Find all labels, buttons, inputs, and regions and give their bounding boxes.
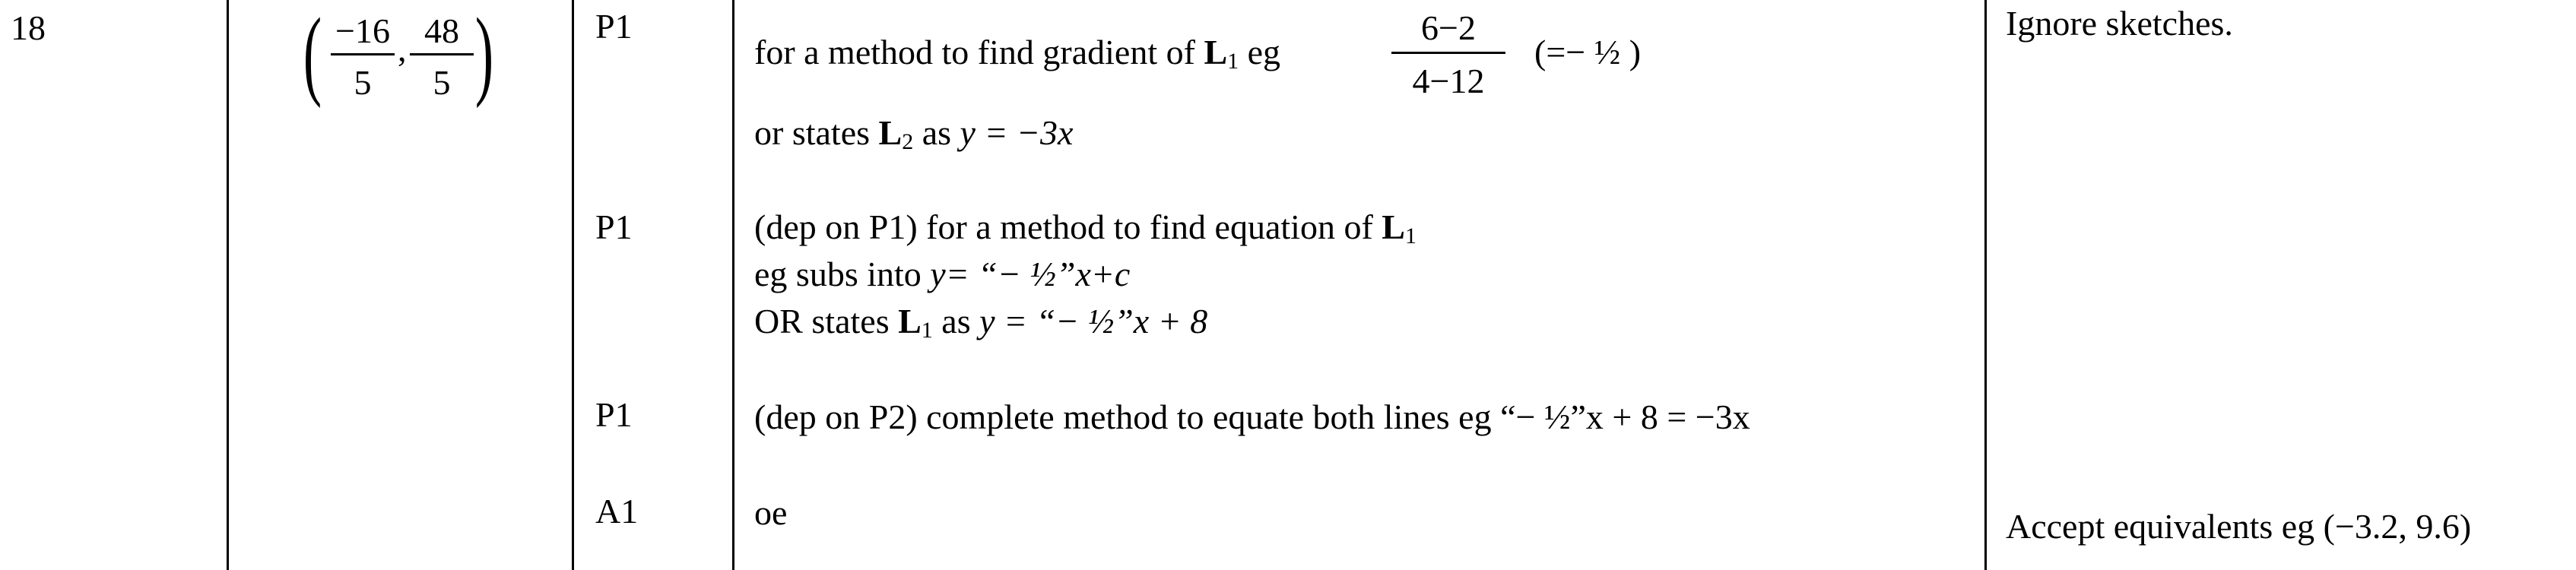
row1-alternative-text: or states L2 as y = −3x: [754, 113, 1074, 154]
column-divider-3: [732, 0, 734, 570]
line-label: L: [1382, 207, 1405, 246]
column-divider-1: [227, 0, 229, 570]
equation: y = “− ½”x + 8: [979, 302, 1208, 340]
close-paren: ): [474, 0, 494, 109]
line-label: L: [898, 302, 922, 340]
row3-method-text: (dep on P2) complete method to equate both lines eg “− ½”x + 8 = −3x: [754, 397, 1750, 436]
guidance-note: Accept equivalents eg (−3.2, 9.6): [2006, 507, 2472, 546]
gradient-result: (=− ½ ): [1534, 33, 1642, 71]
open-paren: (: [303, 0, 322, 109]
row2-substitution-text: eg subs into y= “− ½”x+c: [754, 255, 1131, 293]
mark-code: P1: [595, 7, 633, 46]
row1-method-text: for a method to find gradient of L1 eg: [754, 33, 1281, 74]
mark-code: P1: [595, 395, 633, 434]
line-subscript: 2: [902, 129, 914, 154]
column-divider-2: [572, 0, 574, 570]
line-subscript: 1: [921, 318, 933, 343]
gradient-denominator: 4−12: [1412, 62, 1485, 100]
x-numerator: −16: [335, 11, 390, 50]
mark-code: P1: [595, 207, 633, 246]
row2-method-text: (dep on P1) for a method to find equation of L1: [754, 207, 1416, 249]
mark-code: A1: [595, 492, 639, 530]
equation: y = −3x: [960, 113, 1074, 152]
line-label: L: [878, 113, 903, 152]
gradient-fraction-bar: [1391, 52, 1505, 54]
question-number: 18: [11, 8, 46, 47]
gradient-numerator: 6−2: [1421, 8, 1476, 47]
y-denominator: 5: [433, 63, 451, 102]
guidance-note: Ignore sketches.: [2006, 4, 2233, 43]
x-fraction-bar: [331, 53, 395, 55]
line-subscript: 1: [1227, 49, 1239, 74]
line-label: L: [1204, 33, 1228, 71]
x-denominator: 5: [354, 63, 372, 102]
answer-point: [299, 0, 496, 109]
row4-accuracy-text: oe: [754, 493, 788, 532]
row2-alternative-text: OR states L1 as y = “− ½”x + 8: [754, 302, 1208, 343]
y-numerator: 48: [424, 11, 459, 50]
line-subscript: 1: [1404, 223, 1416, 249]
equation: y= “− ½”x+c: [930, 255, 1131, 293]
gradient-fraction: [1391, 5, 1505, 103]
coordinate-separator: ,: [398, 30, 407, 68]
y-fraction-bar: [410, 53, 474, 55]
column-divider-4: [1984, 0, 1987, 570]
